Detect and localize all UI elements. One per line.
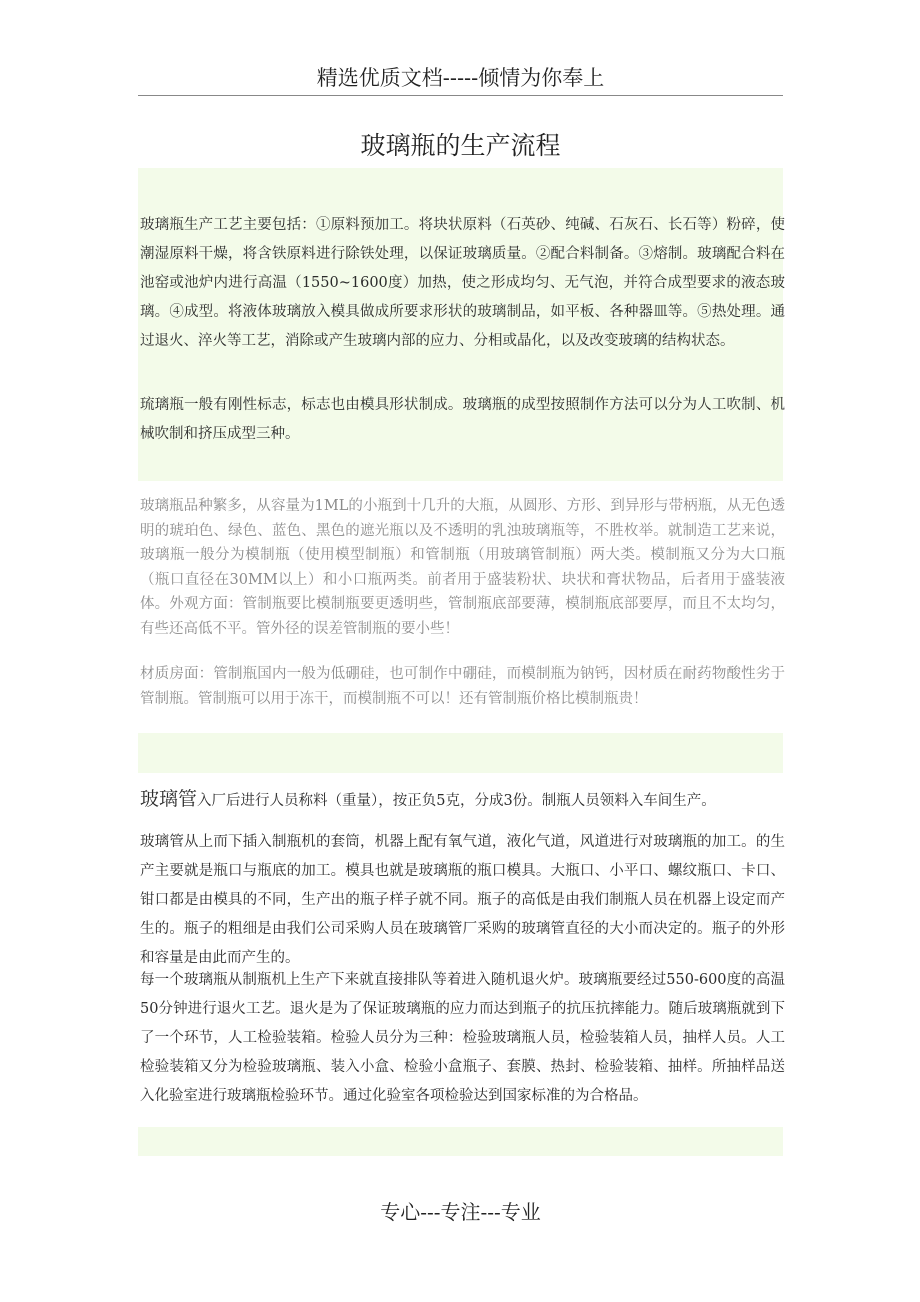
document-title: 玻璃瓶的生产流程: [360, 131, 561, 160]
tube-lead-text: 入厂后进行人员称料（重量），按正负5克，分成3份。制瓶人员领料入车间生产。: [197, 793, 716, 809]
page-header: 精选优质文档-----倾情为你奉上: [316, 66, 605, 90]
highlight-block-2: [138, 733, 783, 773]
tube-lead-term: 玻璃管: [140, 788, 198, 810]
varieties-paragraph: 玻璃瓶品种繁多，从容量为1ML的小瓶到十几升的大瓶，从圆形、方形、到异形与带柄瓶，从无色透明的琥珀色、绿色、蓝色、黑色的遮光瓶以及不透明的乳浊玻璃瓶等，不胜枚举。就制造工艺来说，玻璃瓶一般分为模制瓶（使用模型制瓶）和管制瓶（用玻璃管制瓶）两大类。模制瓶又分为大口瓶（瓶口直径在30MM以上）和小口瓶两类。前者用于盛装粉状、块状和膏状物品，后者用于盛装液体。外观方面：管制瓶要比模制瓶要更透明些，管制瓶底部要薄，模制瓶底部要厚，而且不太均匀，有些还高低不平。管外径的误差管制瓶的要小些！: [140, 498, 785, 637]
material-paragraph: 材质房面：管制瓶国内一般为低硼硅，也可制作中硼硅，而模制瓶为钠钙，因材质在耐药物酸性劣于管制瓶。管制瓶可以用于冻干，而模制瓶不可以！还有管制瓶价格比模制瓶贵！: [140, 666, 785, 707]
bottle-making-paragraph: 玻璃管从上而下插入制瓶机的套筒，机器上配有氧气道，液化气道，风道进行对玻璃瓶的加工。的生产主要就是瓶口与瓶底的加工。模具也就是玻璃瓶的瓶口模具。大瓶口、小平口、螺纹瓶口、卡口、钳口都是由模具的不同，生产出的瓶子样子就不同。瓶子的高低是由我们制瓶人员在机器上设定而产生的。瓶子的粗细是由我们公司采购人员在玻璃管厂采购的玻璃管直径的大小而决定的。瓶子的外形和容量是由此而产生的。: [140, 834, 785, 966]
header-divider: [138, 95, 783, 96]
tube-intake-paragraph: [140, 785, 785, 816]
page-footer: 专心---专注---专业: [380, 1200, 541, 1224]
process-paragraph: 玻璃瓶生产工艺主要包括：①原料预加工。将块状原料（石英砂、纯碱、石灰石、长石等）粉碎，使潮湿原料干燥，将含铁原料进行除铁处理，以保证玻璃质量。②配合料制备。③熔制。玻璃配合料在池窑或池炉内进行高温（1550~1600度）加热，使之形成均匀、无气泡，并符合成型要求的液态玻璃。④成型。将液体玻璃放入模具做成所要求形状的玻璃制品，如平板、各种器皿等。⑤热处理。通过退火、淬火等工艺，消除或产生玻璃内部的应力、分相或晶化，以及改变玻璃的结构状态。: [140, 217, 785, 349]
annealing-inspection-paragraph: 每一个玻璃瓶从制瓶机上生产下来就直接排队等着进入随机退火炉。玻璃瓶要经过550-600度的高温50分钟进行退火工艺。退火是为了保证玻璃瓶的应力而达到瓶子的抗压抗摔能力。随后玻璃瓶就到下了一个环节，人工检验装箱。检验人员分为三种：检验玻璃瓶人员，检验装箱人员，抽样人员。人工检验装箱又分为检验玻璃瓶、装入小盒、检验小盒瓶子、套膜、热封、检验装箱、抽样。所抽样品送入化验室进行玻璃瓶检验环节。通过化验室各项检验达到国家标准的为合格品。: [140, 972, 785, 1104]
forming-paragraph: 琉璃瓶一般有刚性标志，标志也由模具形状制成。玻璃瓶的成型按照制作方法可以分为人工吹制、机械吹制和挤压成型三种。: [140, 397, 785, 442]
highlight-block-3: [138, 1127, 783, 1156]
